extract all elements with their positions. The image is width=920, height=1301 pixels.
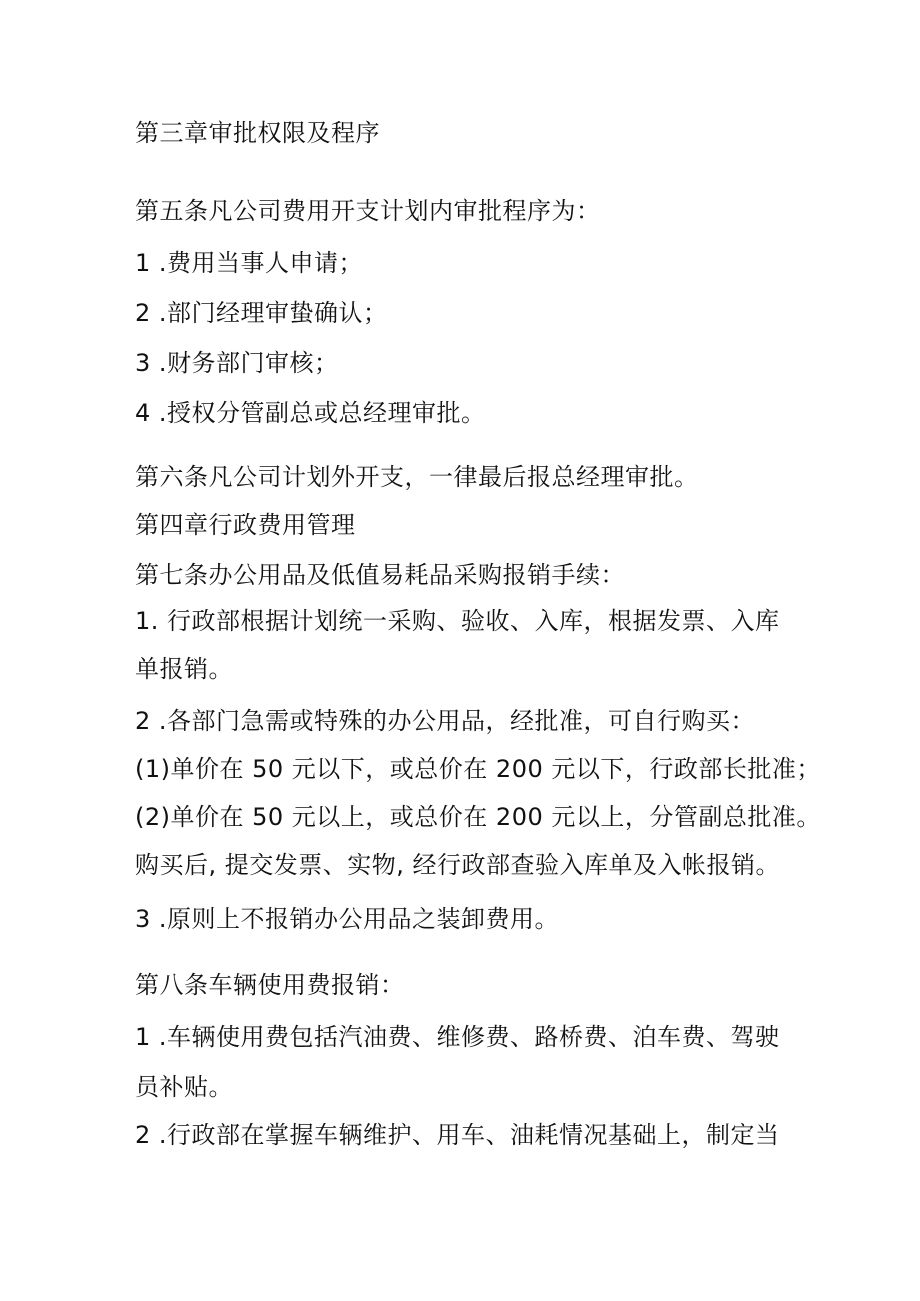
article-7-item-2-sub-2: (2)单价在 50 元以上，或总价在 200 元以上，分管副总批准。 [135,803,821,831]
article-8-heading: 第八条车辆使用费报销： [135,971,405,999]
article-5-item-3: 3 .财务部门审核； [135,349,339,377]
article-7-item-2-sub-1: (1)单价在 50 元以下，或总价在 200 元以下，行政部长批准； [135,755,821,783]
article-5-item-1: 1 .费用当事人申请； [135,249,364,277]
article-5-item-4: 4 .授权分管副总或总经理审批。 [135,399,486,427]
chapter-heading-3: 第三章审批权限及程序 [135,119,380,147]
article-5-heading: 第五条凡公司费用开支计划内审批程序为： [135,197,601,225]
article-7-item-2: 2 .各部门急需或特殊的办公用品，经批准，可自行购买： [135,707,756,735]
article-8-item-1-line-1: 1 .车辆使用费包括汽油费、维修费、路桥费、泊车费、驾驶 [135,1023,780,1051]
article-7-heading: 第七条办公用品及低值易耗品采购报销手续： [135,561,625,589]
article-7-item-1-line-2: 单报销。 [135,655,233,683]
article-5-item-2: 2 .部门经理审蛰确认； [135,299,388,327]
article-7-item-3: 3 .原则上不报销办公用品之装卸费用。 [135,905,560,933]
article-6-text: 第六条凡公司计划外开支，一律最后报总经理审批。 [135,463,699,491]
chapter-heading-4: 第四章行政费用管理 [135,511,356,539]
article-8-item-1-line-2: 员补贴。 [135,1073,233,1101]
article-7-item-2-note: 购买后, 提交发票、实物, 经行政部查验入库单及入帐报销。 [135,851,781,879]
article-8-item-2-line-1: 2 .行政部在掌握车辆维护、用车、油耗情况基础上，制定当 [135,1121,780,1149]
article-7-item-1-line-1: 1. 行政部根据计划统一采购、验收、入库，根据发票、入库 [135,607,780,635]
